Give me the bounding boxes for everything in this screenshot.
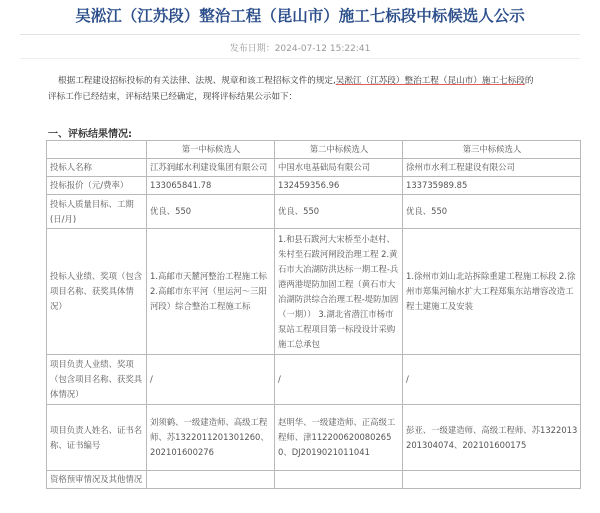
table-cell: 赵明华、一级建造师、正高级工程师、津1122006200802650、DJ2019021011041 bbox=[275, 405, 403, 471]
table-cell: 1.高邮市天麓河整治工程施工标 2.高邮市东平河（里运河～三阳河段）综合整治工程施工标 bbox=[147, 229, 275, 355]
table-cell: 彭亚、一级建造师、高级工程师、苏1322013201304074、202101600175 bbox=[403, 405, 581, 471]
table-row bbox=[47, 229, 581, 355]
intro-line-1 bbox=[48, 73, 568, 89]
table-cell: 优良、550 bbox=[147, 195, 275, 229]
table-cell: 133065841.78 bbox=[147, 177, 275, 195]
page-title: 吴淞江（江苏段）整治工程（昆山市）施工七标段中标候选人公示 bbox=[75, 7, 525, 25]
table-header-cell bbox=[47, 141, 147, 159]
table-header-cell: 第一中标候选人 bbox=[147, 141, 275, 159]
publish-date: 2024-07-12 15:22:41 bbox=[274, 44, 371, 54]
table-cell bbox=[275, 471, 403, 489]
table-row bbox=[47, 195, 581, 229]
table-cell: / bbox=[147, 355, 275, 405]
row-label: 项目负责人业绩、奖项（包含项目名称、获奖具体情况） bbox=[47, 355, 147, 405]
publish-meta bbox=[0, 41, 600, 54]
table-cell: 徐州市水利工程建设有限公司 bbox=[403, 159, 581, 177]
table-cell: 刘须鹤、一级建造师、高级工程师、苏1322011201301260、202101600276 bbox=[147, 405, 275, 471]
intro-text-1: 根据工程建设招标投标的有关法律、法规、规章和该工程招标文件的规定, bbox=[58, 76, 336, 86]
table-cell: 133735989.85 bbox=[403, 177, 581, 195]
table-cell: 1.和县石跋河大宋桥至小赵村、朱村至石跋河闸段治理工程 2.黄石市大冶湖防洪达标一期工程-兵港两港堤防加固工程（黄石市大冶湖防洪综合治理工程-堤防加固（一期）） 3.湖北省潜江市杨市泵站工程项目第一标段设计采购施工总承包 bbox=[275, 229, 403, 355]
table-row bbox=[47, 177, 581, 195]
table-cell: 优良、550 bbox=[275, 195, 403, 229]
row-label: 投标人质量目标、工期(日/月) bbox=[47, 195, 147, 229]
table-row bbox=[47, 159, 581, 177]
table-row bbox=[47, 355, 581, 405]
row-label: 项目负责人姓名、证书名称、证书编号 bbox=[47, 405, 147, 471]
table-row bbox=[47, 471, 581, 489]
table-cell: 1.徐州市刘山北站拆除重建工程施工标段 2.徐州市郑集河输水扩大工程郑集东站增容改造工程土建施工及安装 bbox=[403, 229, 581, 355]
table-cell: 江苏润邮水利建设集团有限公司 bbox=[147, 159, 275, 177]
meta-divider bbox=[20, 58, 580, 59]
table-cell bbox=[147, 471, 275, 489]
intro-project-name: 吴淞江（江苏段）整治工程（昆山市）施工七标段 bbox=[335, 76, 525, 86]
row-label: 投标人业绩、奖项（包含项目名称、获奖具体情况） bbox=[47, 229, 147, 355]
row-label: 投标报价（元/费率） bbox=[47, 177, 147, 195]
table-header-cell: 第三中标候选人 bbox=[403, 141, 581, 159]
table-row bbox=[47, 405, 581, 471]
table-header-cell: 第二中标候选人 bbox=[275, 141, 403, 159]
intro-line-2: 评标工作已经结束，评标结果已经确定，现将评标结果公示如下： bbox=[48, 92, 298, 102]
section-heading: 一、评标结果情况: bbox=[48, 129, 132, 140]
table-cell: 132459356.96 bbox=[275, 177, 403, 195]
publish-label: 发布日期： bbox=[229, 44, 275, 54]
table-cell: / bbox=[275, 355, 403, 405]
table-cell bbox=[403, 471, 581, 489]
table-cell: / bbox=[403, 355, 581, 405]
table-cell: 优良、550 bbox=[403, 195, 581, 229]
intro-text-2: 的 bbox=[524, 76, 534, 86]
intro-paragraph bbox=[48, 73, 568, 105]
row-label: 投标人名称 bbox=[47, 159, 147, 177]
results-table bbox=[46, 140, 581, 489]
title-divider bbox=[20, 34, 580, 35]
row-label: 资格预审情况及其他情况 bbox=[47, 471, 147, 489]
table-cell: 中国水电基础局有限公司 bbox=[275, 159, 403, 177]
table-header-row bbox=[47, 141, 581, 159]
